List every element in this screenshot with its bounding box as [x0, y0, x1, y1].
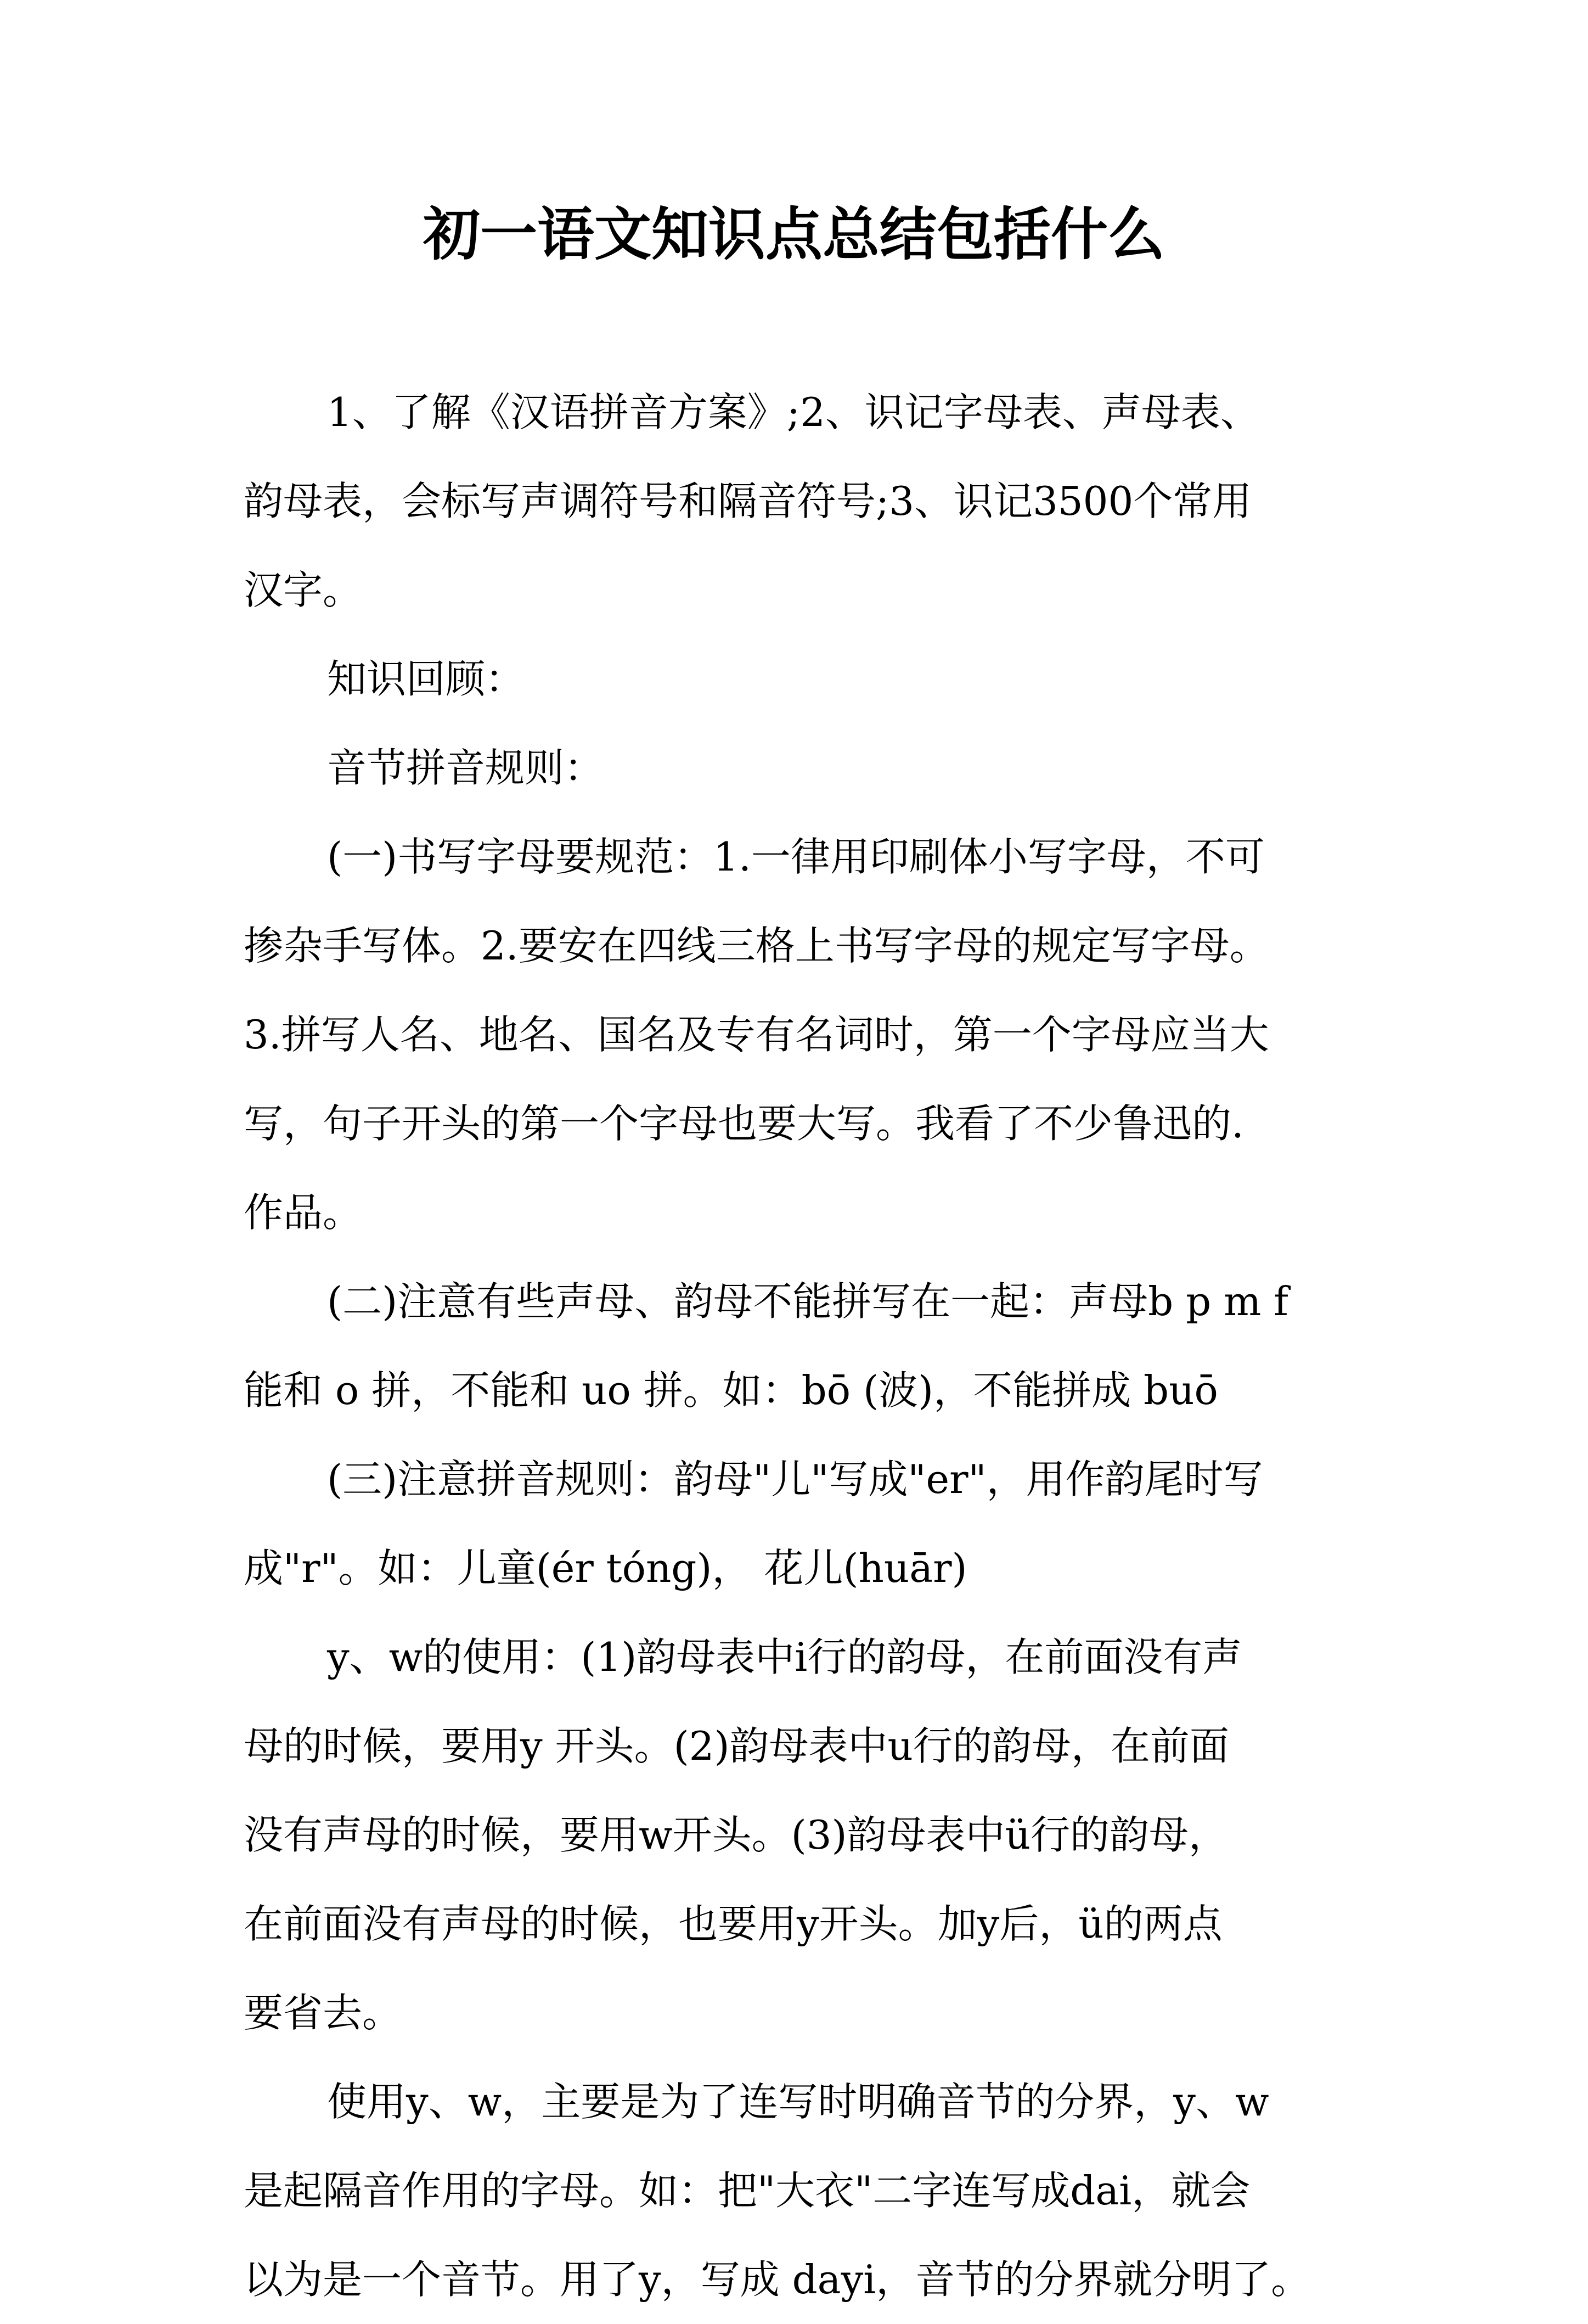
text-line: 1、了解《汉语拼音方案》;2、识记字母表、声母表、 [327, 389, 1260, 435]
text-line: 知识回顾： [327, 656, 525, 702]
text-line: 汉字。 [244, 567, 363, 613]
text-line: (二)注意有些声母、韵母不能拼写在一起：声母b p m f [327, 1278, 1288, 1324]
text-line: y、w的使用：(1)韵母表中i行的韵母，在前面没有声 [327, 1634, 1242, 1680]
document-title: 初一语文知识点总结包括什么 [423, 200, 1165, 268]
paragraph [244, 635, 1374, 723]
paragraph [244, 812, 1374, 1257]
text-line: 使用y、w，主要是为了连写时明确音节的分界，y、w [327, 2079, 1269, 2125]
text-line: 要省去。 [244, 1990, 402, 2036]
text-line: 在前面没有声母的时候，也要用y开头。加y后，ü的两点 [244, 1901, 1223, 1947]
paragraph [244, 1613, 1374, 2057]
paragraph [244, 723, 1374, 812]
text-line: 掺杂手写体。2.要安在四线三格上书写字母的规定写字母。 [244, 923, 1269, 969]
text-line: 成"r"。如：儿童(ér tóng)， 花儿(huār) [244, 1545, 967, 1591]
text-line: (一)书写字母要规范：1.一律用印刷体小写字母，不可 [327, 834, 1265, 880]
text-line: 以为是一个音节。用了y，写成 dayi，音节的分界就分明了。 [244, 2256, 1311, 2303]
text-line: 没有声母的时候，要用w开头。(3)韵母表中ü行的韵母， [244, 1812, 1228, 1858]
text-line: 能和 o 拼，不能和 uo 拼。如：bō (波)，不能拼成 buō [244, 1367, 1218, 1413]
text-line: 音节拼音规则： [327, 745, 604, 791]
text-line: (三)注意拼音规则：韵母"儿"写成"er"，用作韵尾时写 [327, 1456, 1263, 1502]
paragraph [244, 2057, 1374, 2324]
text-line: 作品。 [244, 1189, 363, 1236]
text-line: 韵母表，会标写声调符号和隔音符号;3、识记3500个常用 [244, 478, 1252, 524]
text-line: 3.拼写人名、地名、国名及专有名词时，第一个字母应当大 [244, 1012, 1269, 1058]
paragraph [244, 1435, 1374, 1613]
paragraph [244, 1257, 1374, 1435]
text-line: 写，句子开头的第一个字母也要大写。我看了不少鲁迅的. [244, 1101, 1244, 1147]
text-line: 是起隔音作用的字母。如：把"大衣"二字连写成dai，就会 [244, 2168, 1251, 2214]
document-body [244, 368, 1374, 2324]
paragraph [244, 368, 1374, 635]
text-line: 母的时候，要用y 开头。(2)韵母表中u行的韵母，在前面 [244, 1723, 1229, 1769]
